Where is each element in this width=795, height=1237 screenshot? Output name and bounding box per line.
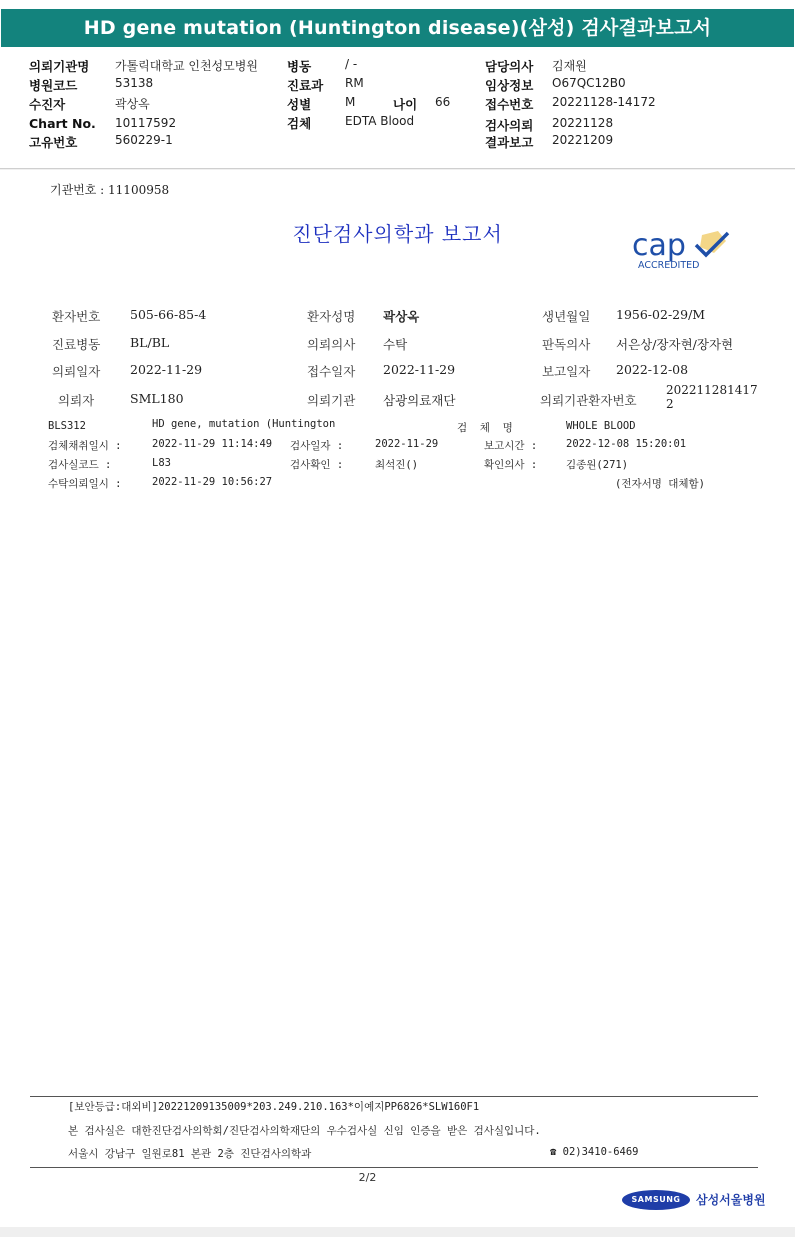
cap-accredited-logo [630,227,730,273]
test-date-label: 검사일자 : [290,440,344,452]
outsourced-request-time-value: 2022-11-29 10:56:27 [152,476,273,488]
org-patient-no-value-line2: 2 [666,397,674,411]
unique-no-value: 560229-1 [115,133,173,147]
request-date-field-value: 2022-11-29 [130,362,203,377]
clinical-info-value: O67QC12B0 [552,76,626,90]
patient-label: 수진자 [29,97,66,112]
report-date-value: 2022-12-08 [616,362,689,377]
org-patient-no-label: 의뢰기관환자번호 [540,393,637,408]
requesting-org-label: 의뢰기관 [307,393,356,408]
patient-number-value: 505-66-85-4 [130,307,207,322]
collection-time-value: 2022-11-29 11:14:49 [152,438,273,450]
unique-no-label: 고유번호 [29,135,78,150]
patient-name-label: 환자성명 [307,309,356,324]
lab-code-value: L83 [152,457,171,469]
hospital-name: 삼성서울병원 [696,1193,766,1207]
receipt-date-value: 2022-11-29 [383,362,456,377]
org-patient-no-value-line1: 202211281417 [666,383,758,397]
doctor-label: 담당의사 [485,59,534,74]
lab-code-label: 검사실코드 : [48,459,112,471]
specimen-label: 검체 [287,116,312,131]
patient-number-label: 환자번호 [52,309,101,324]
reading-doctor-label: 판독의사 [542,337,591,352]
doctor-value: 김재원 [552,59,587,73]
receipt-date-label: 접수일자 [307,364,356,379]
age-label: 나이 [393,97,418,112]
referring-doctor-value: 수탁 [383,337,408,352]
referring-doctor-label: 의뢰의사 [307,337,356,352]
test-verified-label: 검사확인 : [290,459,344,471]
e-signature-note: (전자서명 대체함) [615,478,705,490]
clinical-info-label: 임상정보 [485,78,534,93]
hospital-code-value: 53138 [115,76,154,90]
svg-text:cap: cap [632,228,686,263]
chart-no-label: Chart No. [29,116,96,131]
accession-no-value: 20221128-14172 [552,95,656,109]
result-report-label: 결과보고 [485,135,534,150]
confirming-doctor-label: 확인의사 : [484,459,538,471]
accession-no-label: 접수번호 [485,97,534,112]
test-date-value: 2022-11-29 [375,438,439,450]
footer-top-divider [30,1096,758,1097]
requester-value: SML180 [130,391,184,406]
specimen-name-label: 검 체 명 [457,422,513,434]
report-heading: 진단검사의학과 보고서 [292,222,503,246]
request-date-label: 검사의뢰 [485,118,534,133]
svg-text:ACCREDITED: ACCREDITED [638,260,700,271]
ward-value: / - [345,57,358,71]
department-label: 진료과 [287,78,324,93]
reading-doctor-value: 서은상/장자현/장자현 [616,337,734,352]
title-bar [0,0,795,48]
request-date-value: 20221128 [552,116,614,130]
report-title-banner: HD gene mutation (Huntington disease)(삼성) 검사결과보고서 [1,9,794,47]
sex-value: M [345,95,356,109]
report-date-label: 보고일자 [542,364,591,379]
requester-label: 의뢰자 [58,393,95,408]
request-date-field-label: 의뢰일자 [52,364,101,379]
requesting-institution-label: 의뢰기관명 [29,59,90,74]
footer-bottom-divider [30,1167,758,1168]
test-name: HD gene, mutation (Huntington [152,418,336,430]
birthdate-label: 생년월일 [542,309,591,324]
specimen-name-value: WHOLE BLOOD [566,420,636,432]
department-value: RM [345,76,364,90]
ward-label: 병동 [287,59,312,74]
chart-no-value: 10117592 [115,116,177,130]
certification-statement: 본 검사실은 대한진단검사의학회/진단검사의학재단의 우수검사실 신임 인증을 받은 검사실입니다. [68,1125,541,1137]
specimen-value: EDTA Blood [345,114,415,128]
lab-phone: ☎ 02)3410-6469 [550,1146,639,1158]
care-ward-label: 진료병동 [52,337,101,352]
confirming-doctor-value: 김종원(271) [566,459,629,471]
page-number: 2/2 [358,1171,377,1184]
patient-value: 곽상옥 [115,97,150,111]
test-code: BLS312 [48,420,86,432]
samsung-brand-oval: SAMSUNG [622,1190,690,1210]
security-grade-line: [보안등급:대외비]20221209135009*203.249.210.163*이예지PP6826*SLW160F1 [68,1101,480,1113]
requesting-org-value: 삼광의료재단 [383,393,456,408]
outsourced-request-time-label: 수탁의뢰일시 : [48,478,122,490]
bottom-gutter [0,1227,795,1237]
lab-address: 서울시 강남구 일원로81 본관 2층 진단검사의학과 [68,1148,312,1160]
report-time-label: 보고시간 : [484,440,538,452]
cap-accredited-icon [630,227,730,273]
age-value: 66 [435,95,451,109]
order-info-panel [0,48,795,169]
patient-name-value: 곽상옥 [383,309,420,324]
result-report-value: 20221209 [552,133,614,147]
sex-label: 성별 [287,97,312,112]
requesting-institution-value: 가톨릭대학교 인천성모병원 [115,59,258,73]
birthdate-value: 1956-02-29/M [616,307,706,322]
report-page [0,170,795,1227]
institution-number: 기관번호 : 11100958 [50,183,170,197]
collection-time-label: 검체채취일시 : [48,440,122,452]
report-time-value: 2022-12-08 15:20:01 [566,438,687,450]
hospital-code-label: 병원코드 [29,78,78,93]
care-ward-value: BL/BL [130,335,170,350]
test-verified-value: 최석진() [375,459,419,471]
